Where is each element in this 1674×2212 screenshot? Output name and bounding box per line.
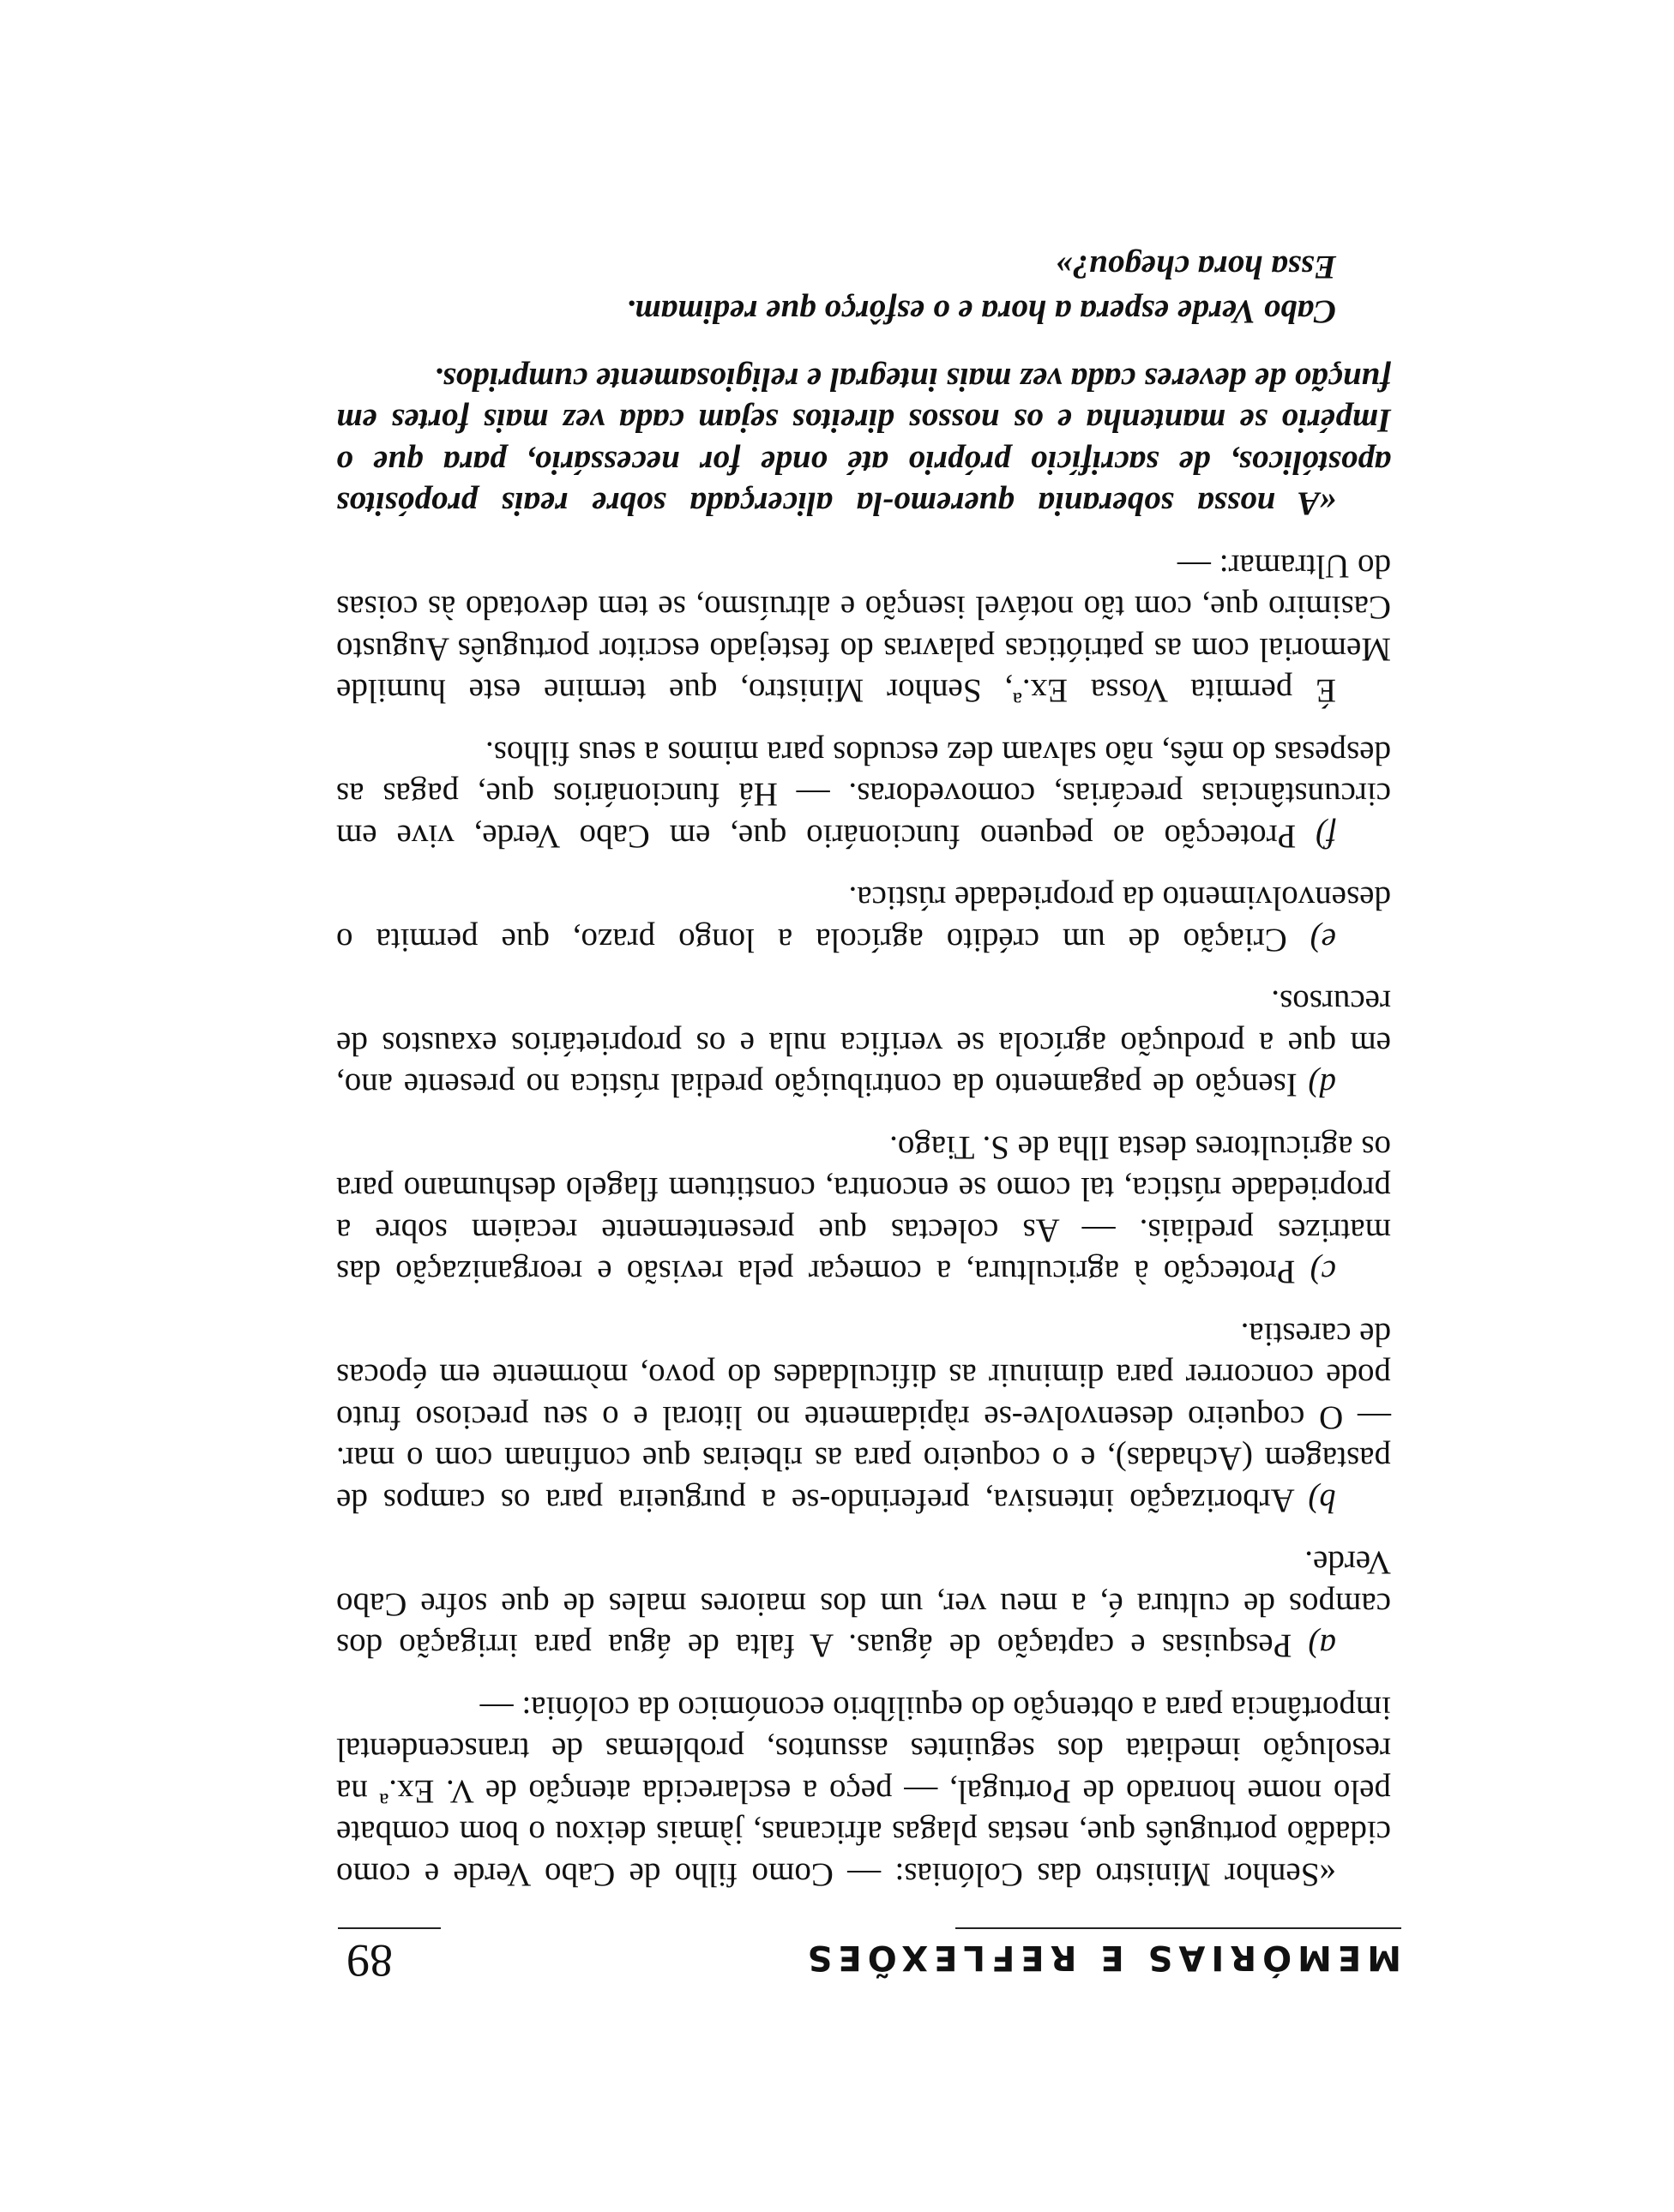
quote-paragraph: «A nossa soberania queremo-la alicerçada sobre reais propósitos apostólicos, de sacrifício próprio até onde for necessário, para que o Império se mantenha e os nossos direitos sejam cada vez mais fortes em função de deveres cada vez mais integral e religiosamente cumpridos. [336, 361, 1391, 523]
header-rule-left [955, 1927, 1401, 1929]
running-head [278, 1929, 1401, 2006]
item-text: Protecção à agricultura, a começar pela revisão e reorganização das matrizes prediais. — As colectas que presentemente recaiem sobre a propriedade rústica, tal como se encontra, constituem flagelo deshumano para os agricultores desta Ilha de S. Tiago. [335, 1129, 1391, 1291]
list-item-f [336, 732, 1391, 857]
item-text: Pesquisas e captação de águas. A falta de água para irrigação dos campos de cultura é, a meu ver, um dos maiores males de que sofre Cabo Verde. [335, 1544, 1391, 1665]
item-label: a) [1308, 1627, 1336, 1665]
item-text: Criação de um crédito agrícola a longo prazo, que permita o desenvolvimento da propriedade rústica. [336, 880, 1391, 959]
item-label: c) [1310, 1253, 1336, 1291]
list-item-e [336, 877, 1391, 960]
list-item-b [336, 1313, 1391, 1522]
intro-paragraph: «Senhor Ministro das Colónias: — Como filho de Cabo Verde e como cidadão português que, nestas plagas africanas, jàmais deixou o bom combate pelo nome honrado de Portugal, — peço a esclarecida atenção de V. Ex.ª na resolução imediata dos seguintes assuntos, problemas de transcendental importância para a obtenção do equilíbrio económico da colónia: — [336, 1690, 1391, 1893]
list-item-d [336, 981, 1391, 1106]
closing-paragraph: É permita Vossa Ex.ª, Senhor Ministro, que termine este humilde Memorial com as patrióticas palavras do festejado escritor português Augusto Casimiro que, com tão notável isenção e altruísmo, se tem devotado às coisas do Ultramar: — [336, 548, 1391, 710]
item-text: Arborização intensiva, preferindo-se a purgueira para os campos de pastagem (Achadas), e o coqueiro para as ribeiras que confinam com o mar. — O coqueiro desenvolve-se ràpidamente no litoral e o seu precioso fruto pode concorrer para diminuir as dificuldades do povo, mòrmente em épocas de carestia. [336, 1316, 1391, 1519]
closing-line-1: Cabo Verde espera a hora e o esfôrço que redimam. [626, 293, 1336, 331]
item-label: d) [1308, 1067, 1336, 1104]
item-label: e) [1310, 922, 1336, 959]
item-text: Protecção ao pequeno funcionário que, em Cabo Verde, vive em circunstâncias precárias, comovedoras. — Há funcionários que, pagas as despesas do mês, não salvam dez escudos para mimos a seus filhos. [336, 735, 1391, 855]
item-label: f) [1316, 818, 1336, 855]
header-rule-right [338, 1927, 441, 1929]
item-label: b) [1308, 1482, 1336, 1519]
page-number: 89 [346, 1935, 393, 1987]
closing-line-2: Essa hora chegou?» [1055, 249, 1336, 286]
list-item-c [336, 1127, 1391, 1293]
running-head-title: MEMÓRIAS E REFLEXÕES [801, 1938, 1401, 1977]
body-text [336, 243, 1391, 1896]
list-item-a [336, 1542, 1391, 1667]
item-text: Isenção de pagamento da contribuição predial rústica no presente ano, em que a produção agrícola se verifica nula e os proprietários exaustos de recursos. [335, 983, 1391, 1104]
